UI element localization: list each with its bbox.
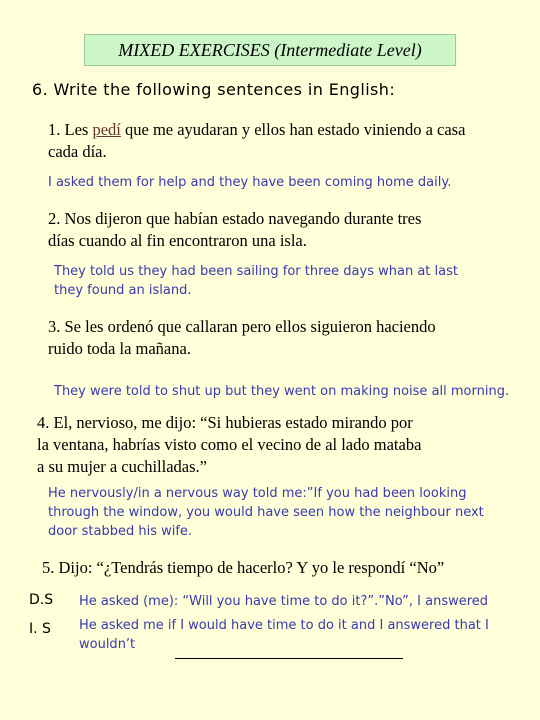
question-1-line-2: cada día. (48, 142, 107, 161)
question-2-line-1: 2. Nos dijeron que habían estado navegando durante tres (48, 209, 422, 228)
answer-underline (175, 658, 403, 659)
question-1-line-1 (48, 119, 518, 141)
answer-4-line-2: through the window, you would have seen how the neighbour next (48, 505, 484, 520)
question-2 (48, 208, 421, 252)
answer-2-line-2: they found an island. (54, 283, 192, 298)
answer-2 (54, 262, 458, 300)
question-4 (37, 412, 421, 478)
question-3-line-2: ruido toda la mañana. (48, 339, 191, 358)
question-2-line-2: días cuando al fin encontraron una isla. (48, 231, 307, 250)
page-title: MIXED EXERCISES (Intermediate Level) (84, 34, 456, 66)
direct-speech-answer: He asked (me): “Will you have time to do it?”.”No”, I answered (79, 594, 489, 609)
question-1-highlight: pedí (92, 120, 121, 139)
question-3-line-1: 3. Se les ordenó que callaran pero ellos siguieron haciendo (48, 317, 436, 336)
answer-2-line-1: They told us they had been sailing for three days whan at last (54, 264, 458, 279)
question-5-line-1: 5. Dijo: “¿Tendrás tiempo de hacerlo? Y yo le respondí “No” (42, 558, 445, 577)
question-3 (48, 316, 436, 360)
direct-speech-label: D.S (29, 592, 54, 608)
question-1-rest: que me ayudaran y ellos han estado viniendo a casa (120, 120, 466, 139)
answer-3 (54, 382, 509, 401)
exercise-instruction: 6. Write the following sentences in English: (32, 80, 396, 99)
answer-1-line-1: I asked them for help and they have been coming home daily. (48, 175, 452, 190)
answer-4 (48, 484, 484, 541)
indirect-speech-label: I. S (29, 621, 51, 637)
indirect-speech-answer (79, 616, 489, 654)
indirect-speech-line-1: He asked me if I would have time to do it and I answered that I (79, 618, 489, 633)
question-1-prefix: 1. Les (48, 120, 93, 139)
answer-3-line-1: They were told to shut up but they went on making noise all morning. (54, 384, 510, 399)
question-5 (42, 557, 444, 579)
question-4-line-3: a su mujer a cuchilladas.” (37, 457, 207, 476)
question-4-line-1: 4. El, nervioso, me dijo: “Si hubieras estado mirando por (37, 413, 413, 432)
indirect-speech-line-2: wouldn’t (79, 637, 136, 652)
question-1 (48, 119, 518, 163)
answer-1 (48, 173, 451, 192)
question-4-line-2: la ventana, habrías visto como el vecino de al lado mataba (37, 435, 422, 454)
answer-4-line-3: door stabbed his wife. (48, 524, 193, 539)
answer-4-line-1: He nervously/in a nervous way told me:”If you had been looking (48, 486, 467, 501)
